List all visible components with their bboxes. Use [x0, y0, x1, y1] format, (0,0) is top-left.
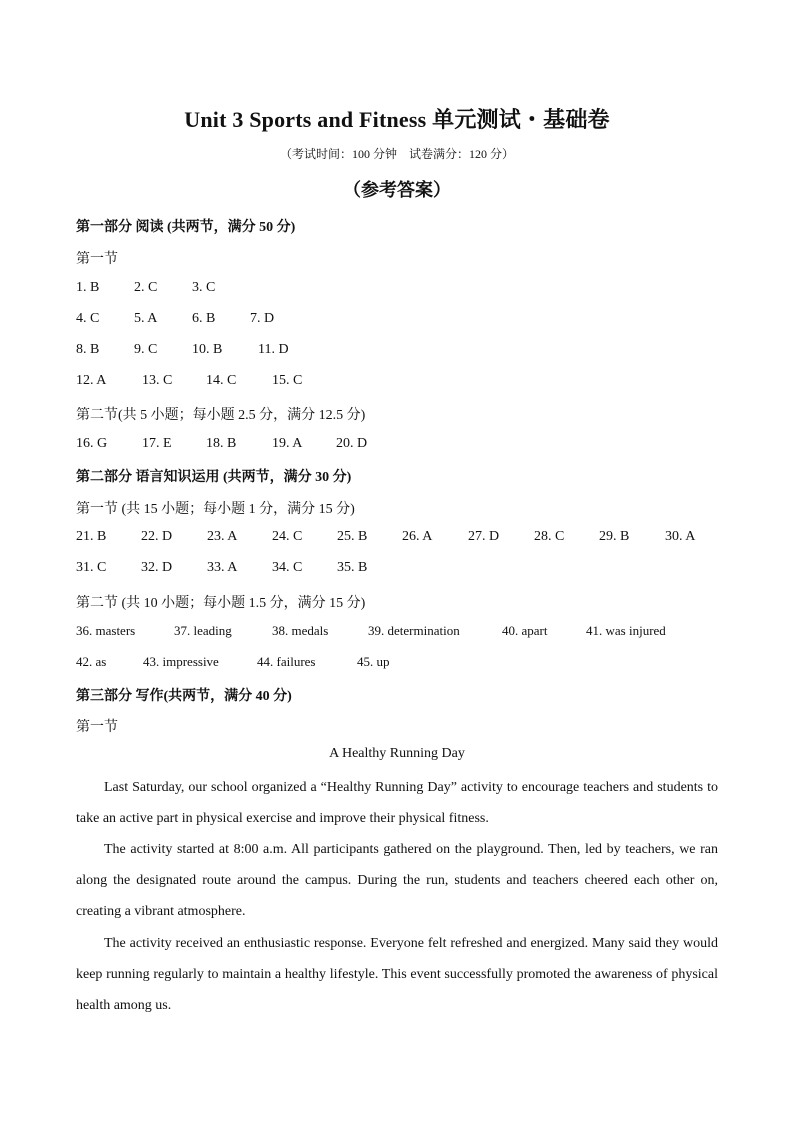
answer-item: 38. medals — [272, 623, 329, 638]
answer-item: 2. C — [134, 280, 158, 295]
part3-section1-label: 第一节 — [76, 720, 118, 735]
part2-section2-label: 第二节 (共 10 小题；每小题 1.5 分，满分 15 分) — [76, 596, 366, 611]
answer-item: 3. C — [192, 280, 216, 295]
answer-item: 28. C — [534, 529, 565, 544]
answer-row — [76, 436, 367, 452]
answer-item: 35. B — [337, 560, 368, 575]
part2-heading: 第二部分 语言知识运用 (共两节，满分 30 分) — [76, 470, 352, 485]
answer-item: 15. C — [272, 373, 303, 388]
answer-item: 40. apart — [502, 623, 548, 638]
essay-paragraph: Last Saturday, our school organized a “Healthy Running Day” activity to encourage teachers and students to take an active part in physical exercise and improve their physical fitness. — [76, 780, 718, 827]
part1-section2-label: 第二节(共 5 小题；每小题 2.5 分，满分 12.5 分) — [76, 408, 366, 423]
answer-item: 14. C — [206, 373, 237, 388]
answer-item: 10. B — [192, 342, 223, 357]
answer-item: 33. A — [207, 560, 238, 575]
answer-item: 34. C — [272, 560, 303, 575]
answer-item: 11. D — [258, 342, 289, 357]
part3-heading: 第三部分 写作(共两节，满分 40 分) — [76, 689, 292, 704]
answer-row — [76, 280, 215, 296]
answer-item: 12. A — [76, 373, 107, 388]
answer-item: 17. E — [142, 436, 172, 451]
exam-info: （考试时间：100 分钟 试卷满分：120 分） — [279, 147, 514, 161]
answer-item: 9. C — [134, 342, 158, 357]
answer-row — [76, 311, 274, 327]
answer-item: 23. A — [207, 529, 238, 544]
answer-row — [76, 654, 390, 670]
answer-item: 24. C — [272, 529, 303, 544]
answer-item: 42. as — [76, 654, 107, 669]
answer-item: 13. C — [142, 373, 173, 388]
answer-item: 37. leading — [174, 623, 232, 638]
answer-item: 31. C — [76, 560, 107, 575]
answer-item: 26. A — [402, 529, 433, 544]
essay-paragraph: The activity received an enthusiastic response. Everyone felt refreshed and energized. Many said they would keep running regularly to maintain a healthy lifestyle. This event successfully promoted the awareness of physical health among us. — [76, 936, 718, 1014]
answer-item: 29. B — [599, 529, 630, 544]
page-title: Unit 3 Sports and Fitness 单元测试・基础卷 — [184, 107, 610, 132]
answer-item: 30. A — [665, 529, 696, 544]
answer-item: 43. impressive — [143, 654, 219, 669]
answer-item: 41. was injured — [586, 623, 666, 638]
answer-item: 19. A — [272, 436, 303, 451]
answer-item: 39. determination — [368, 623, 460, 638]
answer-row — [76, 342, 289, 358]
answer-item: 27. D — [468, 529, 500, 544]
answer-row — [76, 560, 367, 576]
answer-row — [76, 623, 666, 639]
essay-title: A Healthy Running Day — [329, 746, 465, 761]
answer-item: 8. B — [76, 342, 100, 357]
answer-item: 7. D — [250, 311, 275, 326]
answer-item: 45. up — [357, 654, 390, 669]
part1-section1-label: 第一节 — [76, 252, 118, 267]
answer-item: 44. failures — [257, 654, 316, 669]
answer-row — [76, 373, 302, 389]
answer-item: 20. D — [336, 436, 368, 451]
answer-item: 5. A — [134, 311, 158, 326]
answer-row — [76, 529, 695, 545]
answer-item: 1. B — [76, 280, 100, 295]
part1-heading: 第一部分 阅读 (共两节，满分 50 分) — [76, 220, 296, 235]
answer-item: 25. B — [337, 529, 368, 544]
answer-item: 18. B — [206, 436, 237, 451]
answer-item: 36. masters — [76, 623, 136, 638]
answer-item: 16. G — [76, 436, 108, 451]
answer-item: 32. D — [141, 560, 173, 575]
answer-item: 6. B — [192, 311, 216, 326]
answer-item: 22. D — [141, 529, 173, 544]
answer-key-heading: （参考答案） — [343, 180, 451, 200]
essay-paragraph: The activity started at 8:00 a.m. All participants gathered on the playground. Then, led by teachers, we ran along the designated route around the campus. During the run, students and teachers cheered each other on, creating a vibrant atmosphere. — [76, 842, 718, 920]
answer-item: 4. C — [76, 311, 100, 326]
answer-item: 21. B — [76, 529, 107, 544]
part2-section1-label: 第一节 (共 15 小题；每小题 1 分，满分 15 分) — [76, 502, 355, 517]
